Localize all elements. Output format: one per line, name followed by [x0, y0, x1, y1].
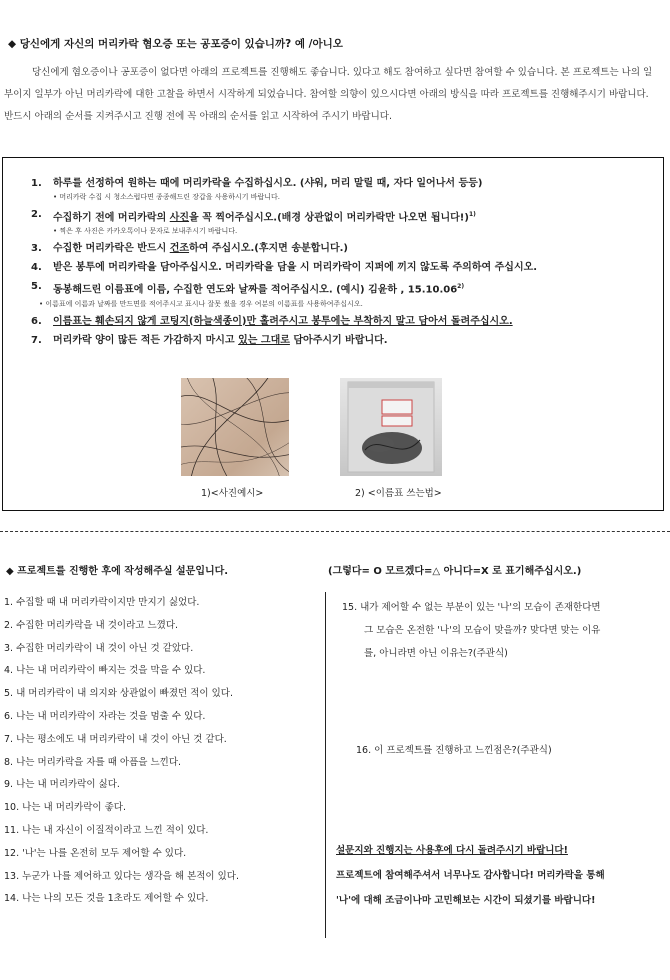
cut-line-divider [0, 531, 670, 532]
survey-question: 12. '나'는 나를 온전히 모두 제어할 수 있다. [4, 847, 187, 859]
hair-phobia-question: ◆ 당신에게 자신의 머리카락 혐오증 또는 공포증이 있습니까? 예 /아니오 [8, 38, 343, 50]
step-5: 5. 동봉해드린 이름표에 이름, 수집한 연도와 날짜를 적어주십시오. (예시) 김윤하 , 15.10.06$^{2)}$ [31, 281, 465, 296]
survey-heading: ◆ 프로젝트를 진행한 후에 작성해주실 설문입니다. [6, 566, 229, 577]
step-3: 3. 수집한 머리카락은 반드시 건조하여 주십시오.(후지면 송분합니다.) [31, 243, 348, 255]
instruction-steps [31, 176, 661, 348]
survey-question: 4. 나는 내 머리카락이 빠지는 것을 막을 수 있다. [4, 665, 206, 677]
step-7: 7. 머리카락 양이 많든 적든 가감하지 마시고 있는 그대로 담아주시기 바랍니다. [31, 334, 388, 346]
thank-you-note: 설문지와 진행지는 사용후에 다시 돌려주시기 바랍니다! 프로젝트에 참여해주셔서 너무나도 감사합니다! 머리카락을 통해 '나'에 대해 조금이나마 고민해보는 시간이 되셨기를 바랍니다! [336, 845, 605, 906]
step-4: 4. 받은 봉투에 머리카락을 담아주십시오. 머리카락을 담을 시 머리카락이 지퍼에 끼지 않도록 주의하여 주십시오. [31, 262, 538, 274]
hair-photo-example [181, 378, 289, 476]
survey-question: 9. 나는 내 머리카락이 싫다. [4, 779, 120, 791]
survey-question-15: 15. 내가 제어할 수 없는 부분이 있는 '나'의 모습이 존재한다면 그 모습은 온전한 '나'의 모습이 맞을까? 맞다면 맞는 이유 를, 아니라면 아닌 이유는?(주관식) [342, 602, 601, 659]
survey-question: 2. 수집한 머리카락을 내 것이라고 느꼈다. [4, 619, 179, 631]
photo-example-caption: 1)<사진예시> [201, 488, 264, 499]
survey-question: 7. 나는 평소에도 내 머리카락이 내 것이 아닌 것 같다. [4, 733, 227, 745]
intro-paragraph: 당신에게 혐오증이나 공포증이 없다면 아래의 프로젝트를 진행해도 좋습니다. 있다고 해도 참여하고 싶다면 참여할 수 있습니다. 본 프로젝트는 나의 일부이지 일부가 아닌 머리카락에 대한 고찰을 하면서 시작하게 되었습니다. 참여할 의향이 있으시다면 아래의 방식을 따라 프로젝트를 진행해주시기 바랍니다. 반드시 아래의 순서를 지켜주시고 진행 전에 꼭 아래의 순서를 읽고 시작하여 주시기 바랍니다. [4, 67, 653, 122]
survey-question: 8. 나는 머리카락을 자를 때 아픔을 느낀다. [4, 756, 182, 768]
survey-legend: (그렇다= O 모르겠다=△ 아니다=X 로 표기해주십시오.) [328, 566, 582, 577]
step-5-note: • 이름표에 이름과 날짜를 만드면를 적어주시고 표시나 잘못 썼을 경우 여분의 이름표를 사용하여주십시오. [39, 299, 363, 308]
step-2: 2. 수집하기 전에 머리카락의 사진을 꼭 찍어주십시오.(배경 상관없이 머리카락만 나오면 됩니다!)$^{1)}$ [31, 209, 476, 224]
step-2-note: • 찍은 후 사진은 카카오톡이나 문자로 보내주시기 바랍니다. [53, 227, 238, 236]
name-tag-bag-photo [340, 378, 442, 476]
name-tag-caption: 2) <이름표 쓰는법> [355, 488, 442, 499]
instructions-box [2, 157, 664, 511]
survey-question: 13. 누군가 나를 제어하고 있다는 생각을 해 본적이 있다. [4, 870, 240, 882]
survey-question: 14. 나는 나의 모든 것을 1초라도 제어할 수 있다. [4, 893, 209, 905]
survey-question: 1. 수집할 때 내 머리카락이지만 만지기 싫었다. [4, 597, 200, 608]
hair-strands-image [181, 378, 289, 476]
step-1-note: • 머리카락 수집 시 청소스럽다면 종종해드린 장갑을 사용하시기 바랍니다. [53, 193, 281, 201]
survey-question: 6. 나는 내 머리카락이 자라는 것을 멈출 수 있다. [4, 710, 206, 722]
bag-image [340, 378, 442, 476]
step-6: 6. 이름표는 훼손되지 않게 코팅지(하늘색종이)만 홀려주시고 봉투에는 부착하지 말고 담아서 돌려주십시오. [31, 315, 513, 327]
survey-question: 11. 나는 내 자신이 이질적이라고 느낀 적이 있다. [4, 824, 209, 836]
survey-question: 5. 내 머리카락이 내 의지와 상관없이 빠졌던 적이 있다. [4, 688, 233, 700]
survey-question: 3. 수집한 머리카락이 내 것이 아닌 것 같았다. [4, 642, 194, 654]
survey-question-list [4, 592, 324, 911]
step-1: 1. 하루를 선정하여 원하는 때에 머리카락을 수집하십시오. (샤워, 머리 말릴 때, 자다 일어나서 등등) [31, 178, 483, 189]
survey-question: 10. 나는 내 머리카락이 좋다. [4, 802, 126, 814]
column-divider [325, 592, 326, 938]
survey-question-16: 16. 이 프로젝트를 진행하고 느낀점은?(주관식) [356, 745, 552, 756]
